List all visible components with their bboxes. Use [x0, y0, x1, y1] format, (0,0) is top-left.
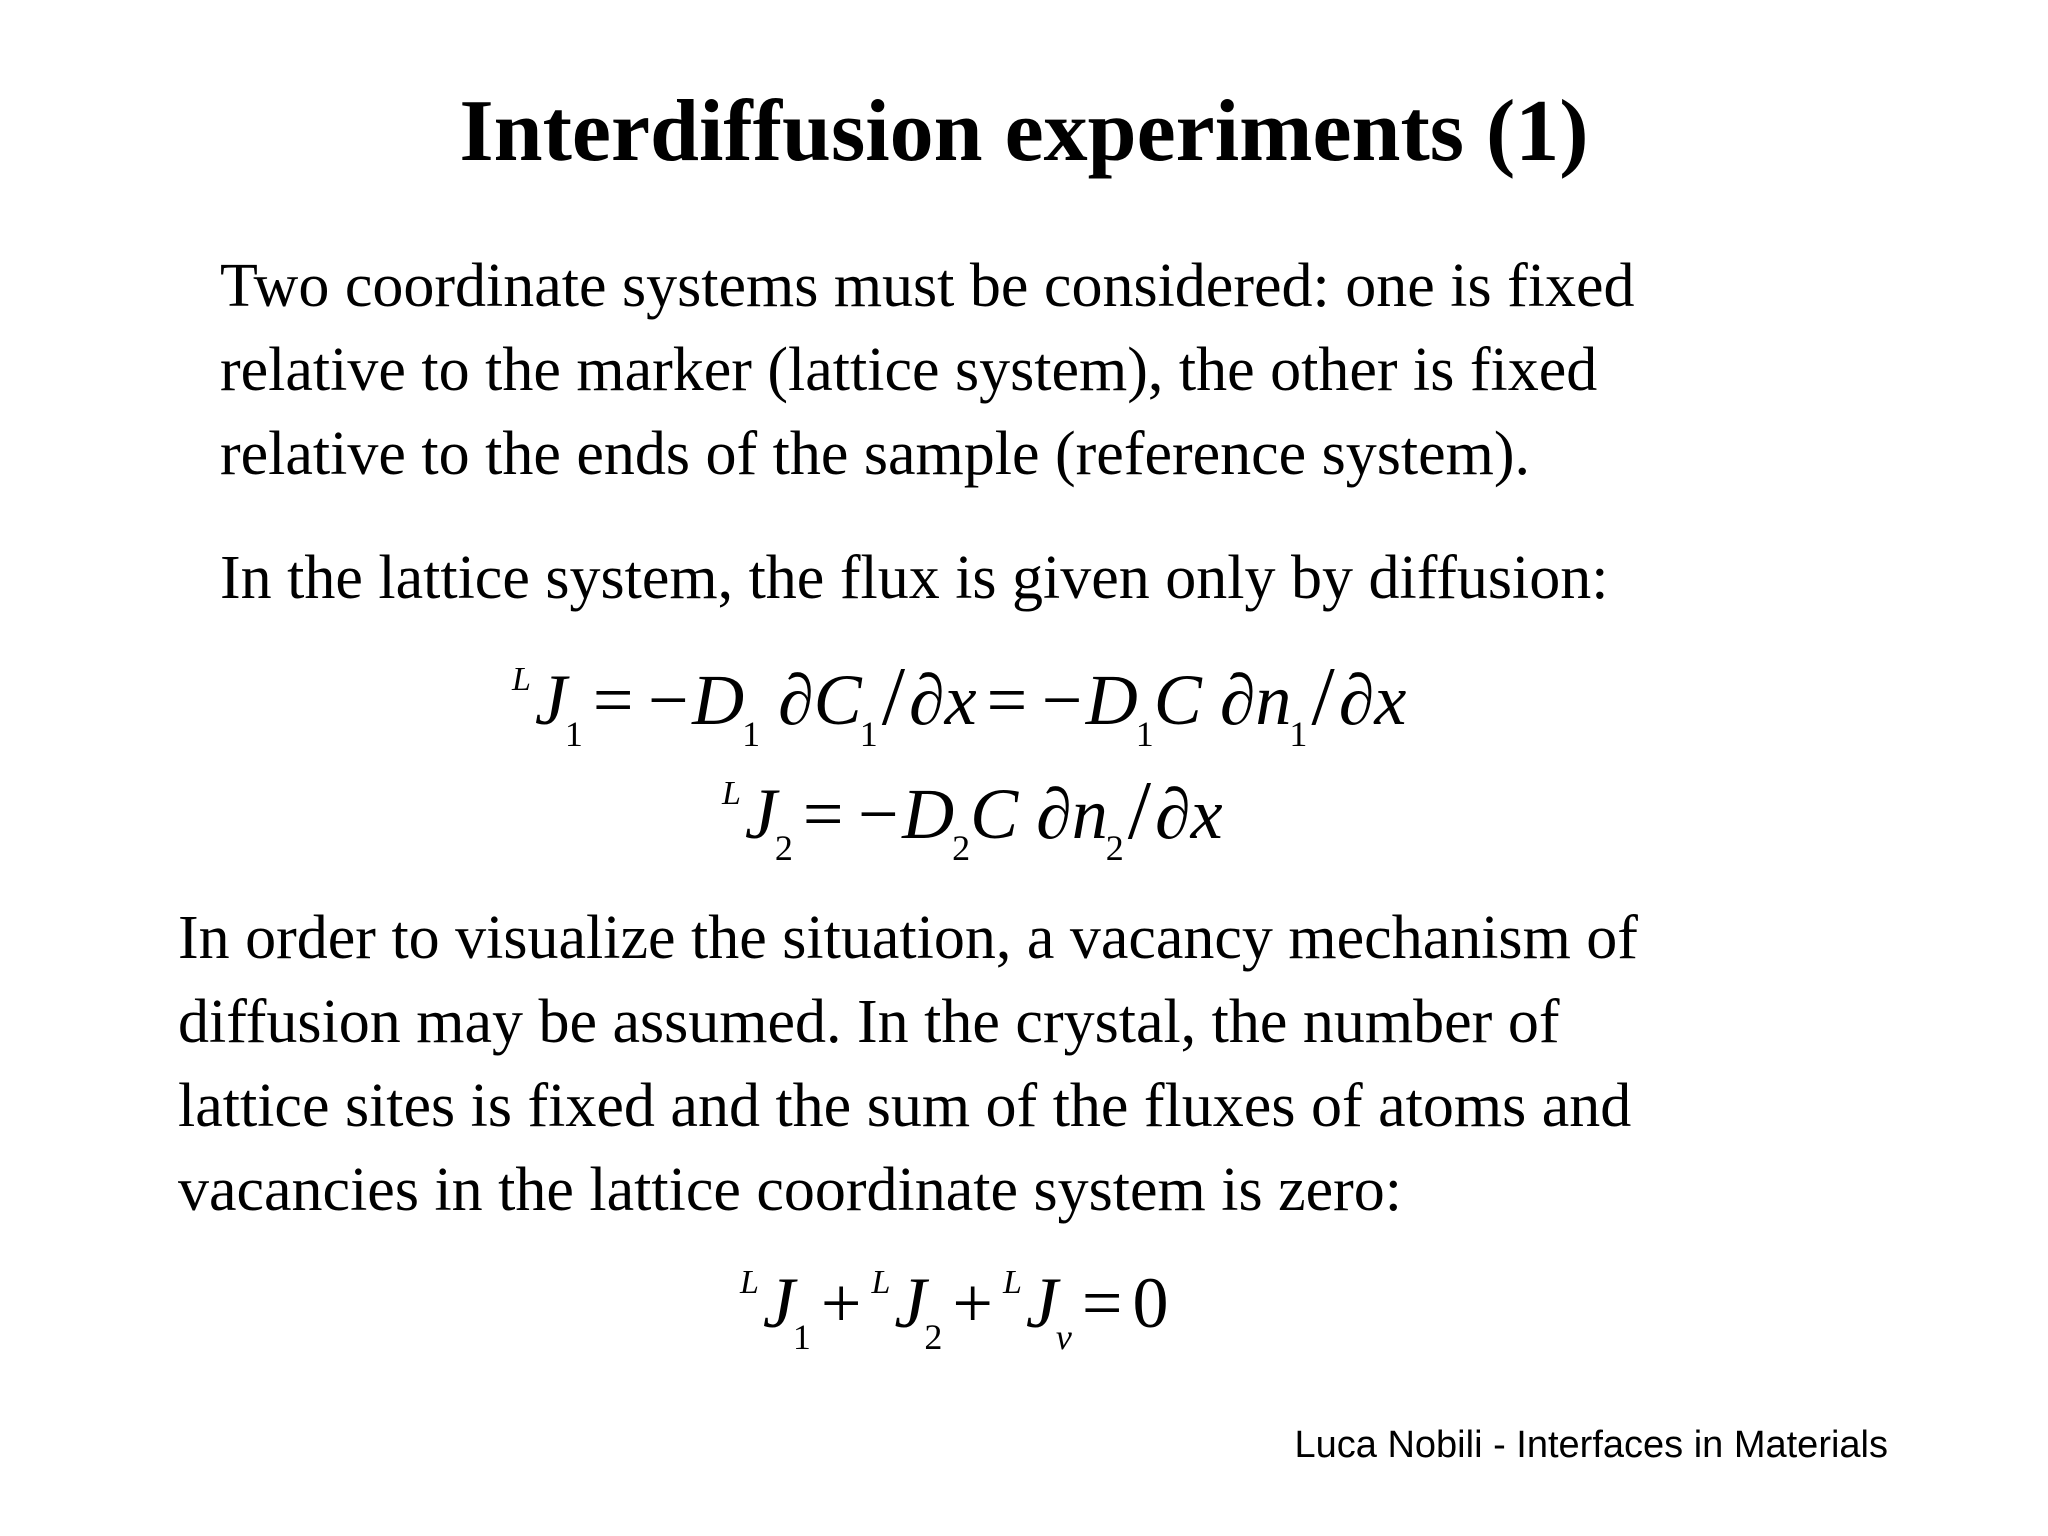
- text-line: In the lattice system, the flux is given only by diffusion:: [220, 544, 1609, 612]
- equation-flux-sum: $^LJ_1 + ^LJ_2 + ^LJ_v = 0$: [740, 1263, 1169, 1357]
- paragraph-vacancy-mechanism: [178, 896, 1638, 1232]
- text-line: relative to the ends of the sample (reference system).: [220, 420, 1531, 488]
- text-line: lattice sites is fixed and the sum of the fluxes of atoms and: [178, 1072, 1632, 1140]
- text-line: diffusion may be assumed. In the crystal, the number of: [178, 988, 1560, 1056]
- paragraph-lattice-flux: [220, 536, 1609, 620]
- equation-flux-2: $^LJ_2 = -D_2C$ $\partial n_2/\partial x$: [722, 764, 1223, 868]
- text-line: In order to visualize the situation, a vacancy mechanism of: [178, 904, 1638, 972]
- text-line: Two coordinate systems must be considered: one is fixed: [220, 252, 1635, 320]
- equation-flux-1: $^LJ_1 = -D_1$ $\partial C_1/\partial x = -D_1C$ $\partial n_1/\partial x$: [512, 650, 1407, 754]
- paragraph-coordinate-systems: [220, 244, 1634, 496]
- text-line: relative to the marker (lattice system), the other is fixed: [220, 336, 1598, 404]
- slide-title: Interdiffusion experiments (1): [459, 83, 1589, 180]
- text-line: vacancies in the lattice coordinate system is zero:: [178, 1156, 1403, 1224]
- footer-credit: Luca Nobili - Interfaces in Materials: [1294, 1424, 1888, 1466]
